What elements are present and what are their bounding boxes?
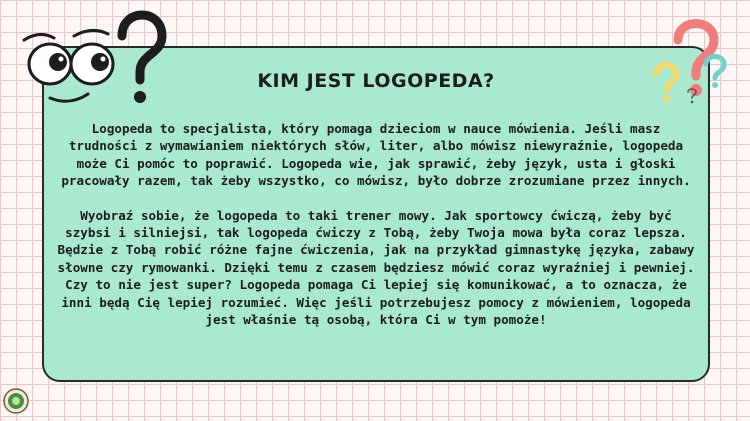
paragraph-gap [56, 190, 696, 207]
paragraph-3: Czy to nie jest super? Logopeda pomaga Ci lepiej się komunikować, a to oznacza, że inni będą Cię lepiej rozumieć. Więc jeśli potrzebujesz pomocy z mówieniem, logopeda jest właśnie tą osobą, która Ci w tym pomoże! [61, 277, 691, 328]
round-logo-icon [3, 388, 29, 414]
page-title: KIM JEST LOGOPEDA? [257, 70, 495, 92]
eyes-question-icon [10, 2, 170, 112]
paragraph-1: Logopeda to specjalista, który pomaga dzieciom w nauce mówienia. Jeśli masz trudności z wymawianiem niektórych słów, liter, albo mówisz niewyraźnie, logopeda może Ci pomóc to poprawić. Logopeda wie, jak sprawić, żeby język, usta i głoski pracowały razem, tak żeby wszystko, co mówisz, było dobrze zrozumiane przez innych. [61, 121, 691, 189]
body-text [56, 120, 696, 328]
paragraph-2: Wyobraź sobie, że logopeda to taki trener mowy. Jak sportowcy ćwiczą, żeby być szybsi i silniejsi, tak logopeda ćwiczy z Tobą, żeby Twoja mowa była coraz lepsza. Będzie z Tobą robić różne fajne ćwiczenia, jak na przykład gimnastykę języka, zabawy słowne czy rymowanki. Dzięki temu z czasem będziesz mówić coraz wyraźniej i pewniej. [57, 207, 695, 275]
colored-question-marks-icon [648, 12, 732, 108]
